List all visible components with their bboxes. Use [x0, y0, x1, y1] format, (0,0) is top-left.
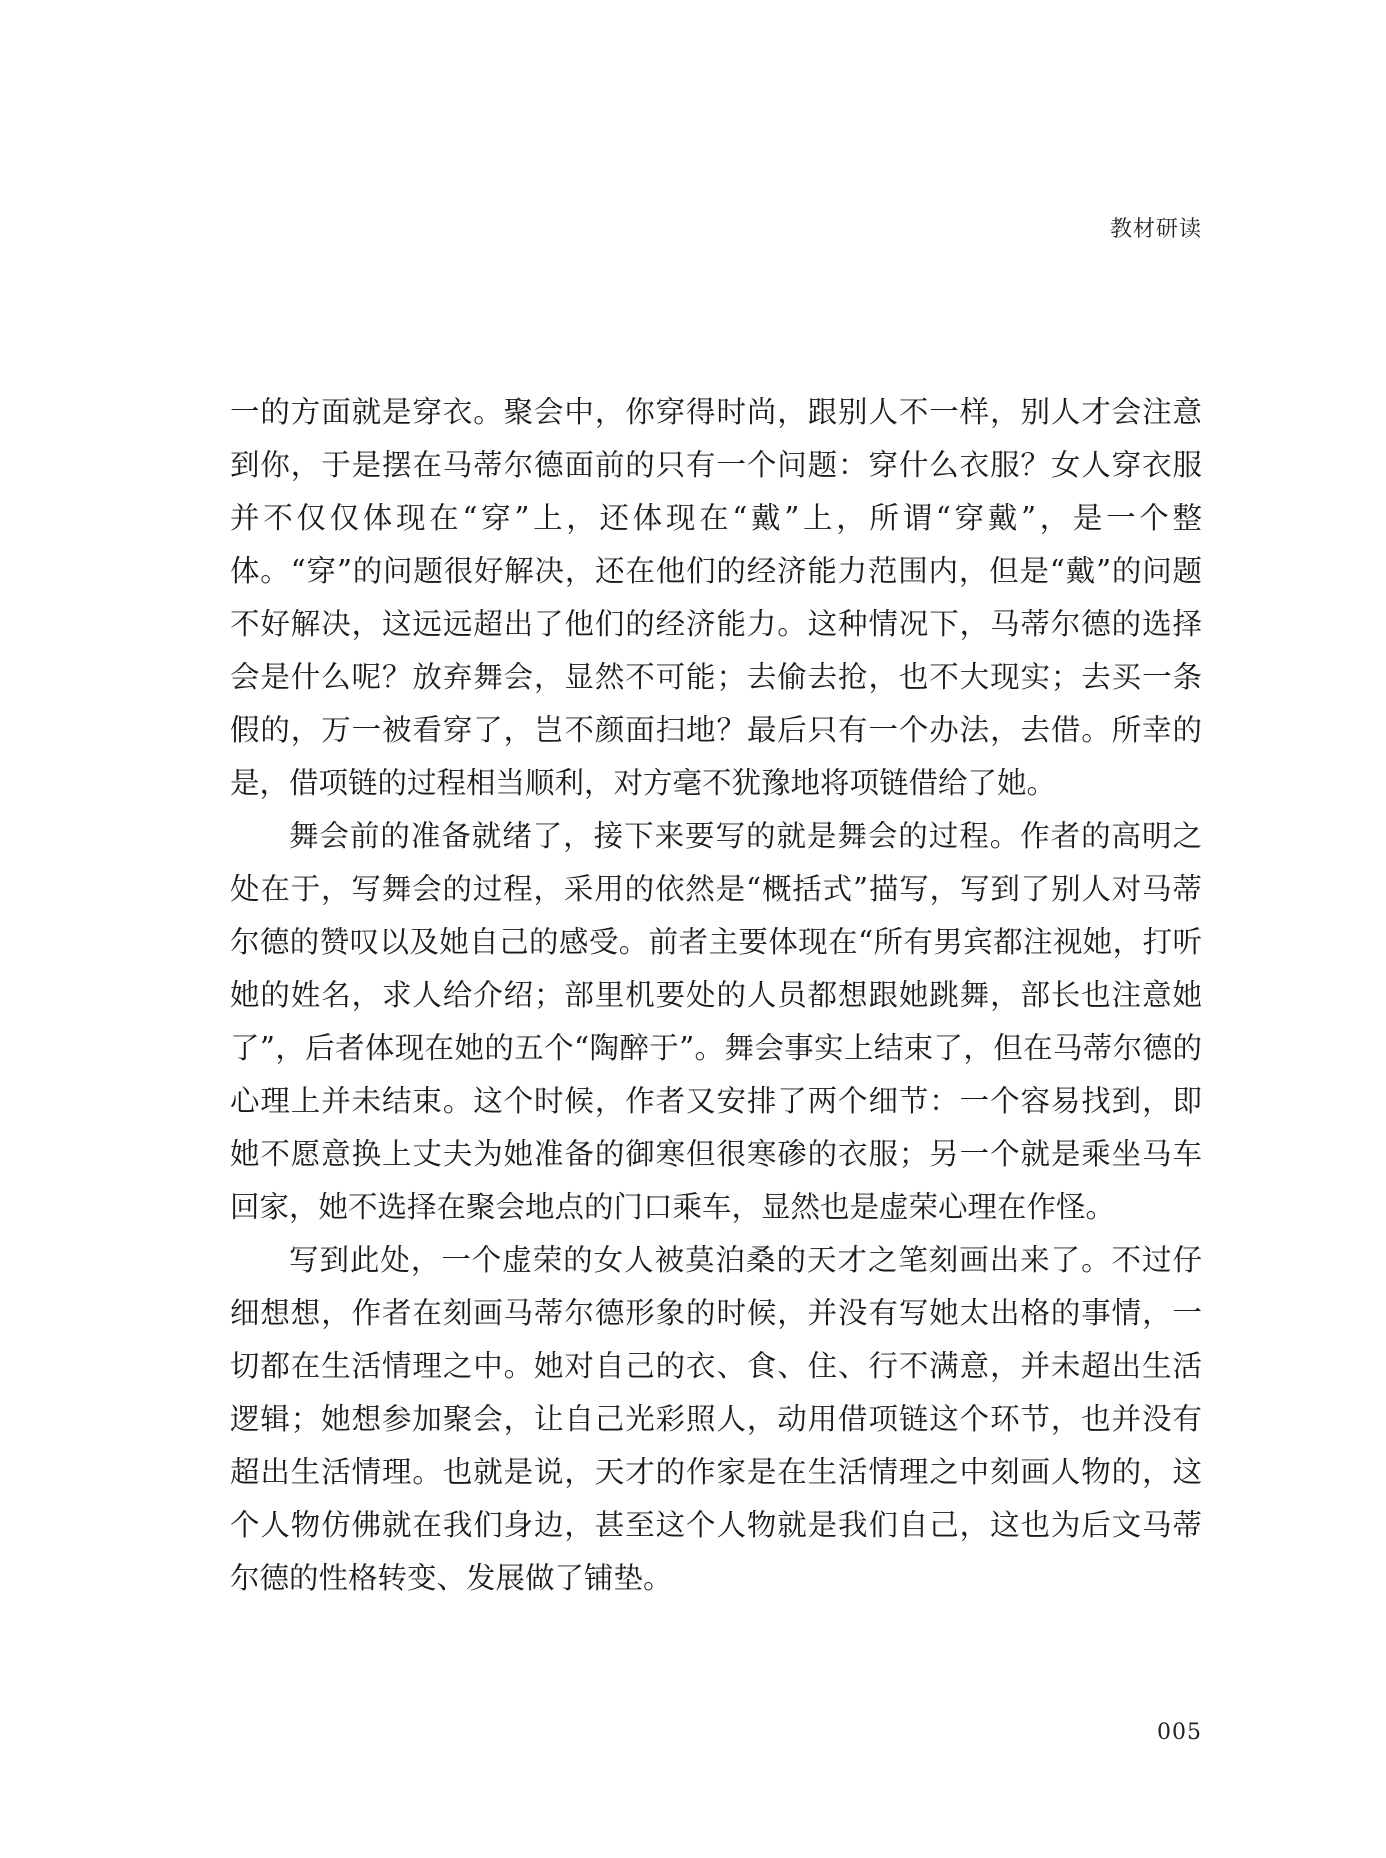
page-number: 005	[1157, 1720, 1202, 1745]
paragraph-character-analysis: 写到此处，一个虚荣的女人被莫泊桑的天才之笔刻画出来了。不过仔细想想，作者在刻画马蒂尔德形象的时候，并没有写她太出格的事情，一切都在生活情理之中。她对自己的衣、食、住、行不满意，并未超出生活逻辑；她想参加聚会，让自己光彩照人，动用借项链这个环节，也并没有超出生活情理。也就是说，天才的作家是在生活情理之中刻画人物的，这个人物仿佛就在我们身边，甚至这个人物就是我们自己，这也为后文马蒂尔德的性格转变、发展做了铺垫。	[230, 1243, 1202, 1595]
paragraph-ball-process: 舞会前的准备就绪了，接下来要写的就是舞会的过程。作者的高明之处在于，写舞会的过程，采用的依然是“概括式”描写，写到了别人对马蒂尔德的赞叹以及她自己的感受。前者主要体现在“所有男宾都注视她，打听她的姓名，求人给介绍；部里机要处的人员都想跟她跳舞，部长也注意她了”，后者体现在她的五个“陶醉于”。舞会事实上结束了，但在马蒂尔德的心理上并未结束。这个时候，作者又安排了两个细节：一个容易找到，即她不愿意换上丈夫为她准备的御寒但很寒碜的衣服；另一个就是乘坐马车回家，她不选择在聚会地点的门口乘车，显然也是虚荣心理在作怪。	[230, 819, 1202, 1224]
body-text	[230, 386, 1202, 1605]
paragraph-continued: 一的方面就是穿衣。聚会中，你穿得时尚，跟别人不一样，别人才会注意到你，于是摆在马蒂尔德面前的只有一个问题：穿什么衣服？女人穿衣服并不仅仅体现在“穿”上，还体现在“戴”上，所谓“穿戴”，是一个整体。“穿”的问题很好解决，还在他们的经济能力范围内，但是“戴”的问题不好解决，这远远超出了他们的经济能力。这种情况下，马蒂尔德的选择会是什么呢？放弃舞会，显然不可能；去偷去抢，也不大现实；去买一条假的，万一被看穿了，岂不颜面扫地？最后只有一个办法，去借。所幸的是，借项链的过程相当顺利，对方毫不犹豫地将项链借给了她。	[230, 395, 1202, 800]
running-title: 教材研读	[1109, 217, 1202, 242]
